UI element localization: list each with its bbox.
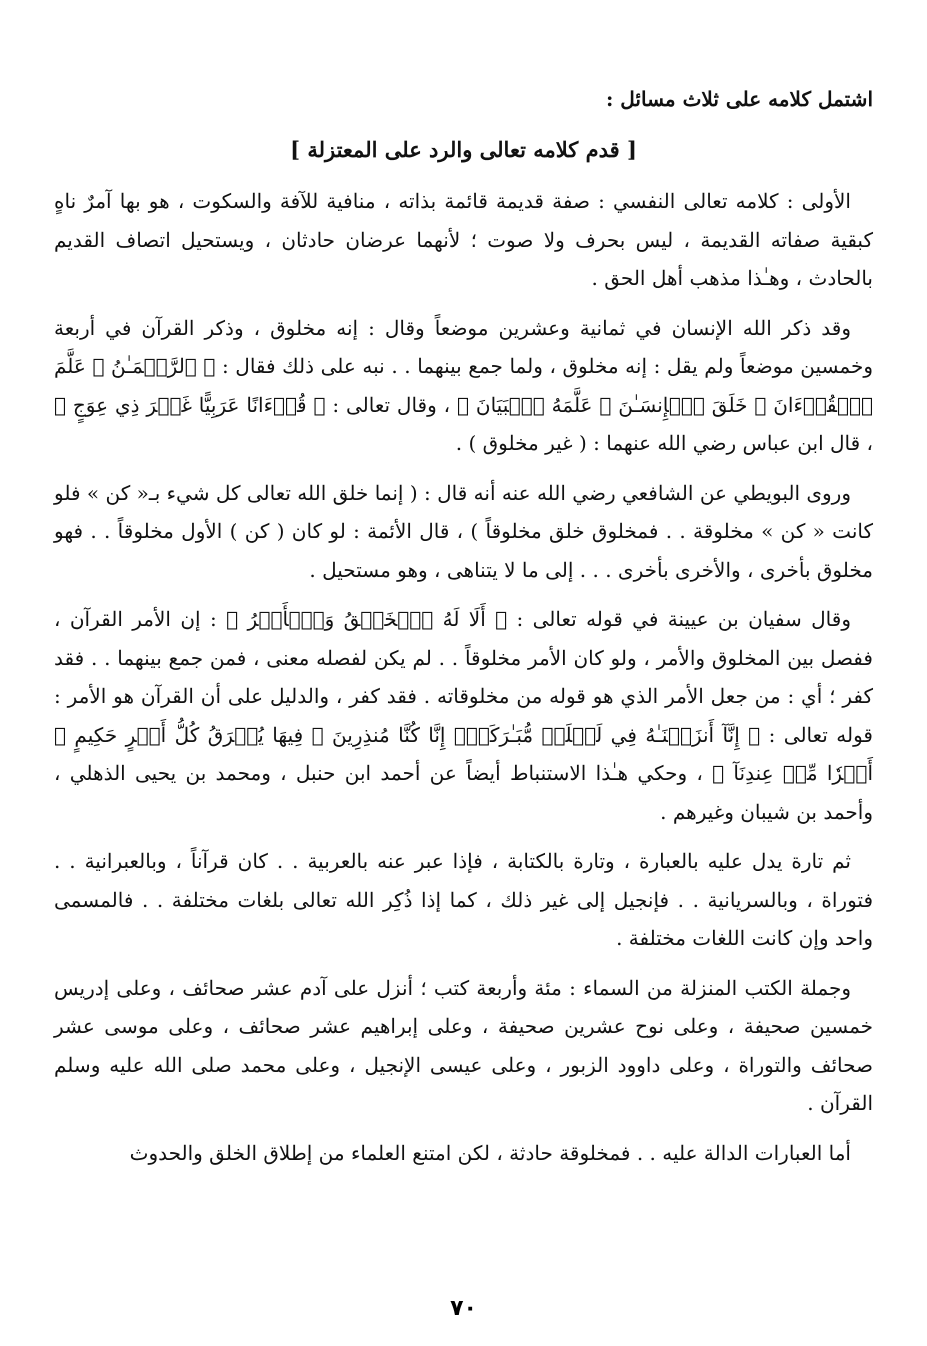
intro-line: اشتمل كلامه على ثلاث مسائل : — [605, 87, 873, 111]
section-heading: [ قدم كلامه تعالى والرد على المعتزلة ] — [290, 137, 637, 162]
paragraph-quran-mentions: وقد ذكر الله الإنسان في ثمانية وعشرين موضعاً وقال : إنه مخلوق ، وذكر القرآن في أربعة وخمسين موضعاً ولم يقل : إنه مخلوق ، ولما جمع بينهما . . نبه على ذلك فقال : ﴿ ٱلرَّحۡمَـٰنُ ۞ عَلَّمَ ٱلۡقُرۡءَانَ ۞ خَلَقَ ٱلۡإِنسَـٰنَ ۞ عَلَّمَهُ ٱلۡبَيَانَ ﴾ ، وقال تعالى : ﴿ قُرۡءَانًا عَرَبِيًّا غَيۡرَ ذِي عِوَجٍ ﴾ ، قال ابن عباس رضي الله عنهما : ( غير مخلوق ) . — [54, 315, 873, 455]
paragraph-buwayti-narration: وروى البويطي عن الشافعي رضي الله عنه أنه قال : ( إنما خلق الله تعالى كل شيء بـ« كن » فلو كانت « كن » مخلوقة . . فمخلوق خلق مخلوقاً ) ، قال الأئمة : لو كان ( كن ) الأول مخلوقاً . . فهو مخلوق بأخرى ، والأخرى بأخرى . . . إلى ما لا يتناهى ، وهو مستحيل . — [54, 480, 873, 582]
paragraph-expressions: أما العبارات الدالة عليه . . فمخلوقة حادثة ، لكن امتنع العلماء من إطلاق الخلق والحدوث — [129, 1140, 851, 1165]
paragraph-sufyan-ibn-uyayna: وقال سفيان بن عيينة في قوله تعالى : ﴿ أَلَا لَهُ ٱلۡخَلۡقُ وَٱلۡأَمۡرُ ﴾ : إن الأمر القرآن ، ففصل بين المخلوق والأمر ، ولو كان الأمر مخلوقاً . . لم يكن لفصله معنى ، فمن جمع بينهما . . فقد كفر ؛ أي : من جعل الأمر الذي هو قوله من مخلوقاته . فقد كفر ، والدليل على أن القرآن هو الأمر : قوله تعالى : ﴿ إِنَّآ أَنزَلۡنَـٰهُ فِي لَيۡلَةٖ مُّبَـٰرَكَةٍۚ إِنَّا كُنَّا مُنذِرِينَ ۞ فِيهَا يُفۡرَقُ كُلُّ أَمۡرٍ حَكِيمٍ ۞ أَمۡرٗا مِّنۡ عِندِنَآ ﴾ ، وحكي هـٰذا الاستنباط أيضاً عن أحمد ابن حنبل ، ومحمد بن يحيى الذهلي ، وأحمد بن شيبان وغيرهم . — [54, 607, 873, 824]
page-number: ٧٠ — [450, 1296, 477, 1321]
paragraph-languages: ثم تارة يدل عليه بالعبارة ، وتارة بالكتابة ، فإذا عبر عنه بالعربية . . كان قرآناً ، وبالعبرانية . . فتوراة ، وبالسريانية . . فإنجيل إلى غير ذلك ، كما إذا ذُكِر الله تعالى بلغات مختلفة . . فالمسمى واحد وإن كانت اللغات مختلفة . — [54, 849, 873, 950]
paragraph-first-issue: الأولى : كلامه تعالى النفسي : صفة قديمة قائمة بذاته ، منافية للآفة والسكوت ، هو بها آمرٌ ناهٍ كبقية صفاته القديمة ، ليس بحرف ولا صوت ؛ لأنهما عرضان حادثان ، ويستحيل اتصاف القديم بالحادث ، وهـٰذا مذهب أهل الحق . — [54, 189, 873, 290]
paragraph-revealed-books: وجملة الكتب المنزلة من السماء : مئة وأربعة كتب ؛ أنزل على آدم عشر صحائف ، وعلى إدريس خمسين صحيفة ، وعلى نوح عشرين صحيفة ، وعلى إبراهيم عشر صحائف ، وعلى موسى عشر صحائف والتوراة ، وعلى داوود الزبور ، وعلى عيسى الإنجيل ، وعلى محمد صلى الله عليه وسلم القرآن . — [54, 975, 873, 1115]
